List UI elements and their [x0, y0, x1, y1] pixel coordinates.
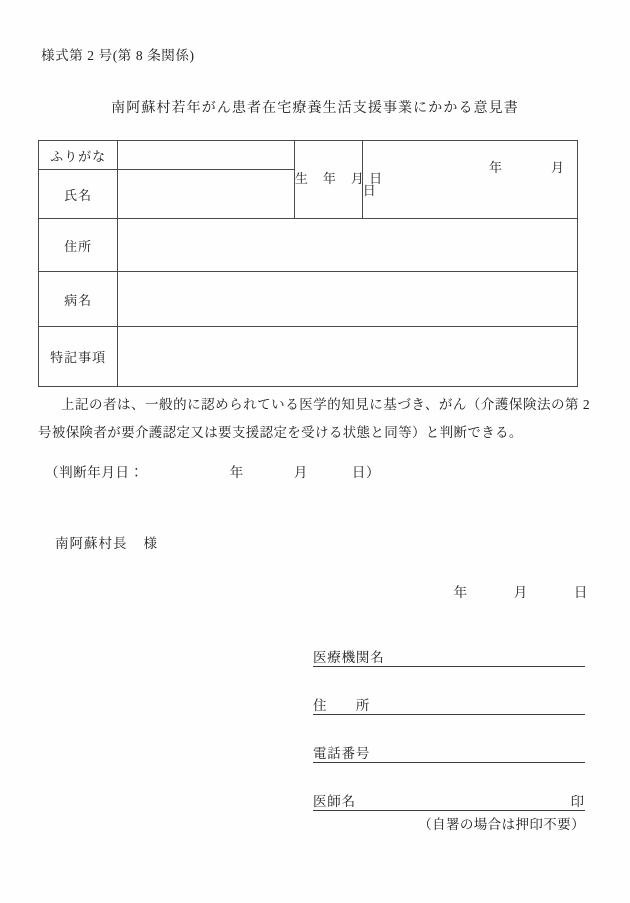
clinic-address-label: 住 所: [313, 698, 371, 713]
furigana-value[interactable]: [118, 141, 295, 170]
page-title: 南阿蘇村若年がん患者在宅療養生活支援事業にかかる意見書: [111, 101, 519, 116]
table-row: [39, 272, 578, 327]
institution-row: [313, 645, 585, 693]
disease-label: 病名: [39, 272, 118, 327]
furigana-label: ふりがな: [39, 141, 118, 170]
birthdate-label-line2: 日: [369, 171, 384, 187]
name-value[interactable]: [118, 170, 295, 219]
clinic-address-row: [313, 693, 585, 741]
phone-label: 電話番号: [313, 746, 371, 761]
birthdate-label-line1: 生 年 月: [294, 171, 365, 187]
remarks-label: 特記事項: [39, 327, 118, 387]
address-label: 住所: [39, 219, 118, 272]
seal-mark: 印: [570, 794, 584, 809]
table-row: [39, 327, 578, 387]
birthdate-day-mark: 日: [362, 182, 377, 198]
birthdate-label: [294, 141, 384, 219]
judgment-date-year-mark: 年: [229, 465, 244, 480]
issue-date-month-mark: 月: [513, 585, 528, 600]
issue-date-year-mark: 年: [453, 585, 468, 600]
table-row: [39, 141, 578, 170]
birthdate-year-month: [363, 157, 577, 180]
address-value[interactable]: [118, 219, 578, 272]
name-label: 氏名: [39, 170, 118, 219]
table-row: [39, 219, 578, 272]
birthdate-value[interactable]: [362, 141, 577, 219]
issue-date-day-mark: 日: [573, 585, 588, 600]
judgment-date-day-mark: 日）: [351, 465, 381, 480]
signature-block: [313, 645, 585, 837]
statement-paragraph: 上記の者は、一般的に認められている医学的知見に基づき、がん（介護保険法の第 2 号被保険者が要介護認定又は要支援認定を受ける状態と同等）と判断できる。: [38, 397, 590, 440]
patient-info-table: [38, 140, 578, 387]
judgment-date-prefix: （判断年月日：: [45, 465, 144, 480]
birthdate-month-mark: 月: [550, 159, 565, 175]
addressee-line: [55, 532, 158, 552]
institution-label: 医療機関名: [313, 650, 385, 665]
form-number: 様式第 2 号(第 8 条関係): [41, 48, 195, 63]
birthdate-year-mark: 年: [488, 159, 503, 175]
disease-value[interactable]: [118, 272, 578, 327]
addressee-office: 南阿蘇村長: [55, 536, 128, 551]
seal-note: （自署の場合は押印不要）: [418, 817, 585, 832]
doctor-label: 医師名: [313, 794, 356, 809]
issue-date-line[interactable]: [0, 581, 630, 601]
remarks-value[interactable]: [118, 327, 578, 387]
judgment-date-line[interactable]: [45, 461, 380, 481]
judgment-date-month-mark: 月: [293, 465, 308, 480]
phone-row: [313, 741, 585, 789]
addressee-honorific: 様: [143, 536, 158, 551]
doctor-row: [313, 789, 585, 837]
